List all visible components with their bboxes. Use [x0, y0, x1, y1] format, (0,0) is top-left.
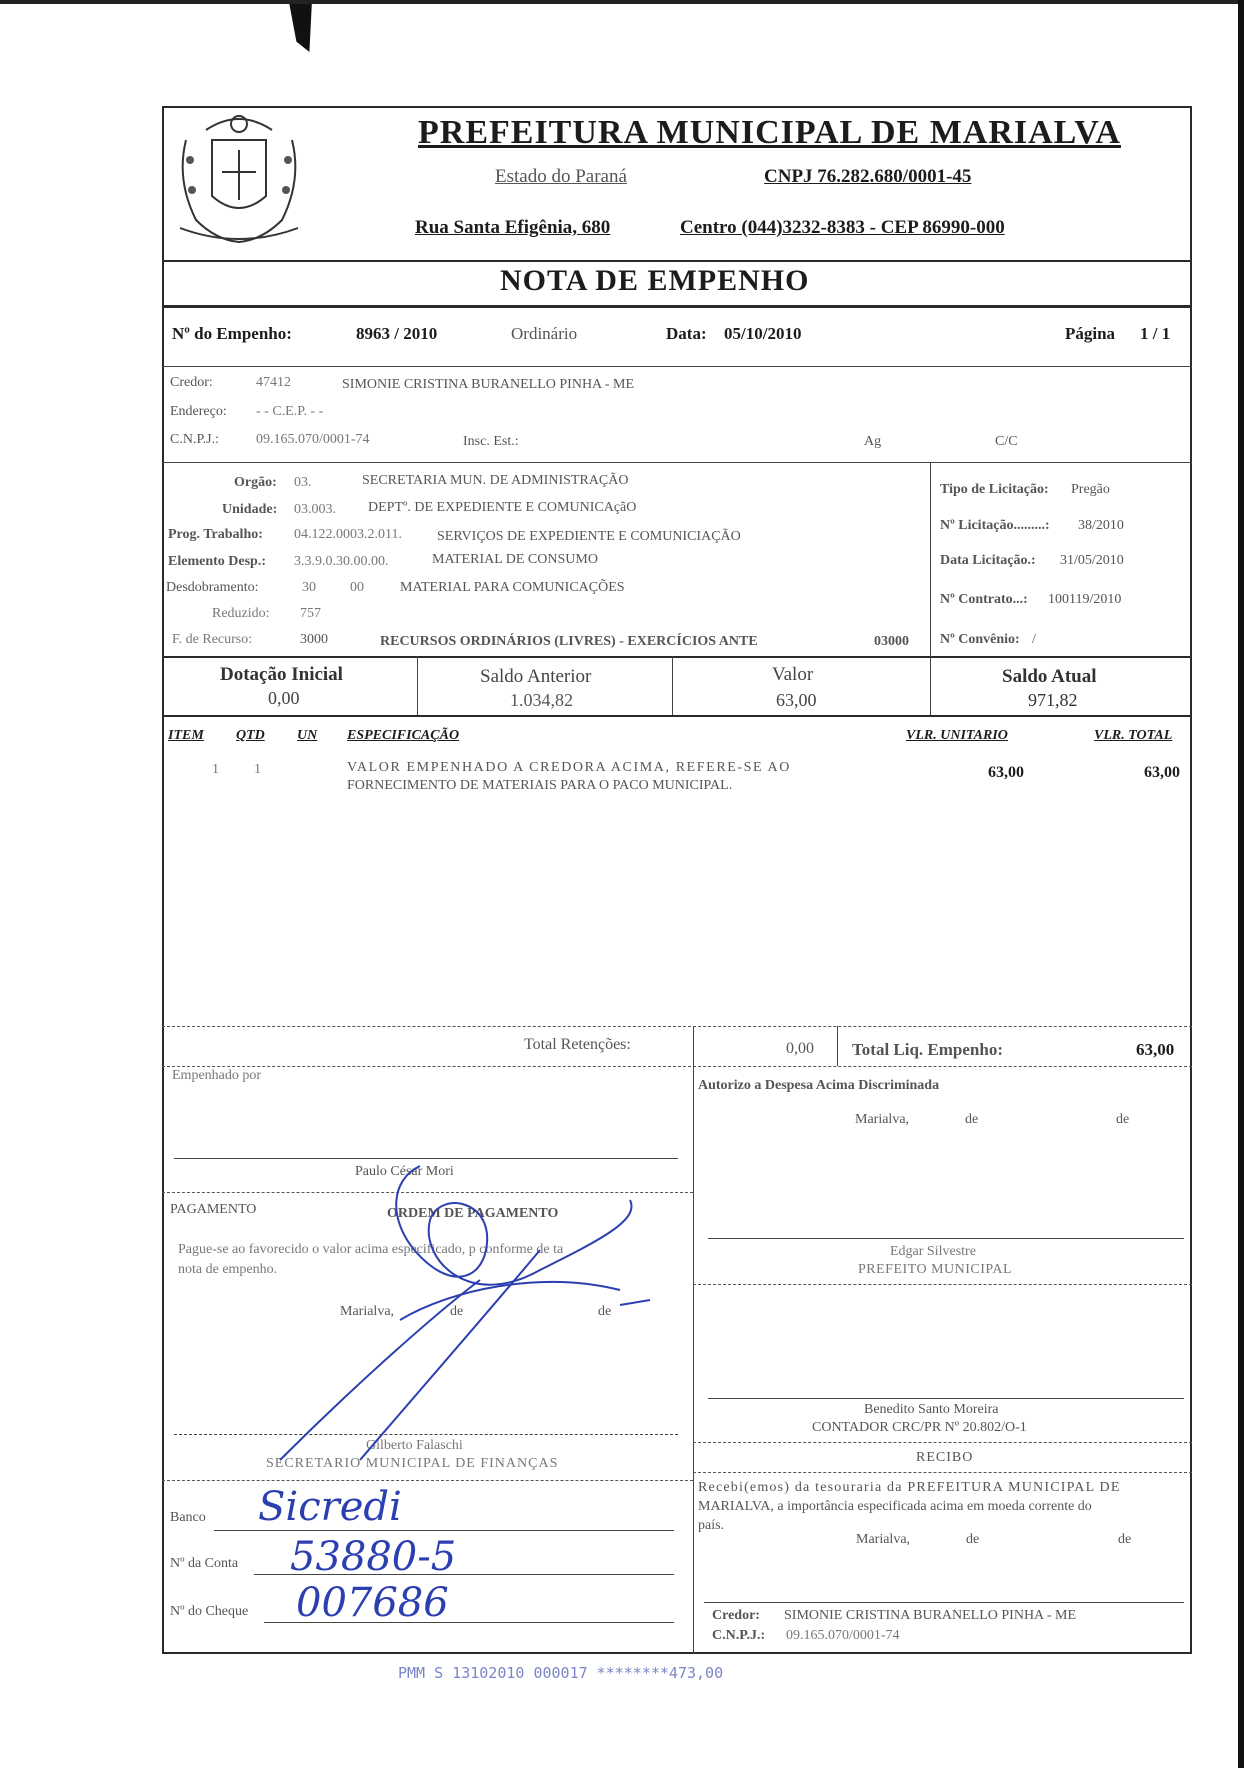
signature-line [704, 1602, 1184, 1603]
secretario-title: SECRETARIO MUNICIPAL DE FINANÇAS [266, 1456, 559, 1471]
pagamento-label: PAGAMENTO [170, 1202, 257, 1217]
autorizo-city: Marialva, [855, 1112, 910, 1127]
contrato-label: Nº Contrato...: [940, 592, 1028, 607]
licitacao-data: 31/05/2010 [1060, 553, 1124, 568]
retencoes-label: Total Retenções: [524, 1036, 631, 1053]
divider [162, 1480, 693, 1481]
page-title: PREFEITURA MUNICIPAL DE MARIALVA [418, 114, 1121, 151]
empenho-date-label: Data: [666, 324, 707, 343]
credor-code: 47412 [256, 375, 291, 390]
divider [417, 656, 418, 715]
col-header-unit: VLR. UNITARIO [906, 728, 1008, 743]
empenho-number-label: Nº do Empenho: [172, 324, 292, 343]
convenio-label: Nº Convênio: [940, 632, 1020, 647]
ordem-pagamento-label: ORDEM DE PAGAMENTO [387, 1206, 559, 1221]
recibo-cnpj-value: 09.165.070/0001-74 [786, 1628, 900, 1643]
recibo-label: RECIBO [916, 1450, 974, 1465]
banco-label: Banco [170, 1510, 206, 1525]
recibo-city: Marialva, [856, 1532, 911, 1547]
address-value: - - C.E.P. - - [256, 404, 324, 419]
licitacao-tipo-label: Tipo de Licitação: [940, 482, 1049, 497]
recibo-de-1: de [966, 1532, 980, 1547]
saldo-anterior-label: Saldo Anterior [480, 666, 592, 687]
signature-line [708, 1238, 1184, 1239]
col-header-un: UN [297, 728, 318, 743]
divider [162, 715, 1192, 717]
saldo-anterior-value: 1.034,82 [510, 690, 573, 710]
divider [930, 462, 931, 656]
licitacao-num: 38/2010 [1078, 518, 1124, 533]
saldo-atual-label: Saldo Atual [1002, 666, 1097, 687]
contador-title: CONTADOR CRC/PR Nº 20.802/O-1 [812, 1420, 1027, 1435]
prefeito-title: PREFEITO MUNICIPAL [858, 1262, 1013, 1277]
recurso-label: F. de Recurso: [172, 632, 253, 647]
empenhado-label: Empenhado por [172, 1068, 262, 1083]
orgao-name: SECRETARIA MUN. DE ADMINISTRAÇÃO [362, 473, 629, 488]
scan-border-top [0, 0, 1244, 4]
licitacao-num-label: Nº Licitação.........: [940, 518, 1050, 533]
cnpj-label: C.N.P.J.: [170, 432, 220, 447]
document-title: NOTA DE EMPENHO [500, 264, 810, 297]
banco-handwriting: Sicredi [258, 1484, 402, 1530]
reduzido-label: Reduzido: [212, 606, 270, 621]
desdobramento-code-2: 00 [350, 580, 364, 595]
liq-empenho-value: 63,00 [1136, 1040, 1175, 1059]
valor-label: Valor [772, 664, 814, 685]
conta-label: Nº da Conta [170, 1556, 239, 1571]
recibo-credor-name: SIMONIE CRISTINA BURANELLO PINHA - ME [784, 1608, 1077, 1623]
divider [162, 260, 1192, 262]
cheque-handwriting: 007686 [296, 1580, 449, 1626]
credor-name: SIMONIE CRISTINA BURANELLO PINHA - ME [342, 377, 635, 392]
page-label: Página [1065, 324, 1116, 343]
divider [693, 1026, 694, 1066]
unidade-label: Unidade: [222, 502, 278, 517]
reduzido-value: 757 [300, 606, 321, 621]
contrato-value: 100119/2010 [1048, 592, 1122, 607]
credor-label: Credor: [170, 375, 213, 390]
empenhado-name: Paulo César Mori [355, 1164, 454, 1179]
row-qtd: 1 [254, 762, 261, 777]
recibo-credor-label: Credor: [712, 1608, 760, 1623]
orgao-code: 03. [294, 475, 312, 490]
signature-line [174, 1158, 678, 1159]
secretario-name: Gilberto Falaschi [366, 1438, 463, 1453]
header-cnpj: CNPJ 76.282.680/0001-45 [764, 166, 972, 187]
row-spec-line-2: FORNECIMENTO DE MATERIAIS PARA O PACO MUNICIPAL. [347, 778, 733, 793]
header-contact: Centro (044)3232-8383 - CEP 86990-000 [680, 217, 1005, 238]
autorizo-label: Autorizo a Despesa Acima Discriminada [698, 1078, 940, 1093]
licitacao-data-label: Data Licitação.: [940, 553, 1036, 568]
row-total: 63,00 [1144, 764, 1180, 781]
recurso-code: 3000 [300, 632, 328, 647]
divider [162, 305, 1192, 308]
col-header-qtd: QTD [236, 728, 265, 743]
insc-label: Insc. Est.: [463, 434, 519, 449]
saldo-atual-value: 971,82 [1028, 690, 1078, 710]
recibo-line-1: Recebi(emos) da tesouraria da PREFEITURA MUNICIPAL DE [698, 1480, 1121, 1495]
banco-line [214, 1530, 674, 1531]
desdobramento-name: MATERIAL PARA COMUNICAÇÕES [400, 580, 625, 595]
recibo-cnpj-label: C.N.P.J.: [712, 1628, 766, 1643]
elemento-label: Elemento Desp.: [168, 554, 266, 569]
payment-stamp: PMM S 13102010 000017 ********473,00 [398, 1664, 724, 1682]
prog-code: 04.122.0003.2.011. [294, 527, 402, 542]
signature-scribble [240, 1160, 660, 1480]
pagamento-text-line-2: nota de empenho. [178, 1262, 278, 1277]
valor-value: 63,00 [776, 690, 817, 710]
prog-label: Prog. Trabalho: [168, 527, 263, 542]
conta-handwriting: 53880-5 [290, 1534, 457, 1580]
prefeito-name: Edgar Silvestre [890, 1244, 976, 1259]
pagamento-city: Marialva, [340, 1304, 395, 1319]
recurso-name: RECURSOS ORDINÁRIOS (LIVRES) - EXERCÍCIOS ANTE [380, 634, 758, 649]
header-state: Estado do Paraná [495, 166, 627, 187]
licitacao-tipo: Pregão [1071, 482, 1110, 497]
row-unit: 63,00 [988, 764, 1024, 781]
header-address: Rua Santa Efigênia, 680 [415, 217, 611, 238]
empenho-date: 05/10/2010 [724, 324, 802, 343]
coat-of-arms-icon [166, 110, 312, 250]
elemento-name: MATERIAL DE CONSUMO [432, 552, 598, 567]
cnpj-value: 09.165.070/0001-74 [256, 432, 370, 447]
scan-border-right [1238, 0, 1244, 1768]
divider [162, 1026, 1192, 1027]
row-spec-line-1: VALOR EMPENHADO A CREDORA ACIMA, REFERE-SE AO [347, 760, 791, 775]
divider [672, 656, 673, 715]
pagamento-text-line-1: Pague-se ao favorecido o valor acima especificado, p conforme de ta [178, 1242, 564, 1257]
recibo-line-3: país. [698, 1518, 725, 1533]
divider [930, 656, 931, 715]
row-item: 1 [212, 762, 219, 777]
signature-line [708, 1398, 1184, 1399]
divider [837, 1026, 838, 1066]
liq-empenho-label: Total Liq. Empenho: [852, 1040, 1003, 1059]
pagamento-de-2: de [598, 1304, 612, 1319]
retencoes-value: 0,00 [786, 1040, 814, 1057]
address-label: Endereço: [170, 404, 227, 419]
scan-mark [286, 0, 312, 52]
autorizo-de-1: de [965, 1112, 979, 1127]
dotacao-value: 0,00 [268, 688, 300, 708]
divider [693, 1284, 1192, 1285]
divider [162, 656, 1192, 658]
contador-name: Benedito Santo Moreira [864, 1402, 999, 1417]
recibo-line-2: MARIALVA, a importância especificada acima em moeda corrente do [698, 1499, 1092, 1514]
dotacao-label: Dotação Inicial [220, 664, 343, 685]
pagamento-de-1: de [450, 1304, 464, 1319]
divider [162, 1066, 1192, 1067]
desdobramento-label: Desdobramento: [166, 580, 259, 595]
orgao-label: Orgão: [234, 475, 277, 490]
recibo-de-2: de [1118, 1532, 1132, 1547]
unidade-name: DEPTº. DE EXPEDIENTE E COMUNICAçãO [368, 500, 637, 515]
cc-label: C/C [995, 434, 1018, 449]
convenio-value: / [1032, 632, 1036, 647]
col-header-total: VLR. TOTAL [1094, 728, 1173, 743]
desdobramento-code-1: 30 [302, 580, 316, 595]
divider [693, 1066, 694, 1654]
empenho-number: 8963 / 2010 [356, 324, 438, 343]
empenho-type: Ordinário [511, 324, 578, 343]
divider [162, 462, 1192, 463]
divider [162, 366, 1192, 367]
col-header-spec: ESPECIFICAÇÃO [347, 728, 460, 743]
elemento-code: 3.3.9.0.30.00.00. [294, 554, 389, 569]
cheque-label: Nº do Cheque [170, 1604, 249, 1619]
prog-name: SERVIÇOS DE EXPEDIENTE E COMUNICIAÇÃO [437, 529, 741, 544]
page-number: 1 / 1 [1140, 324, 1171, 343]
recurso-code-2: 03000 [874, 634, 909, 649]
col-header-item: ITEM [168, 728, 204, 743]
divider [693, 1442, 1192, 1443]
ag-label: Ag [864, 434, 882, 449]
autorizo-de-2: de [1116, 1112, 1130, 1127]
unidade-code: 03.003. [294, 502, 336, 517]
divider [693, 1472, 1192, 1473]
